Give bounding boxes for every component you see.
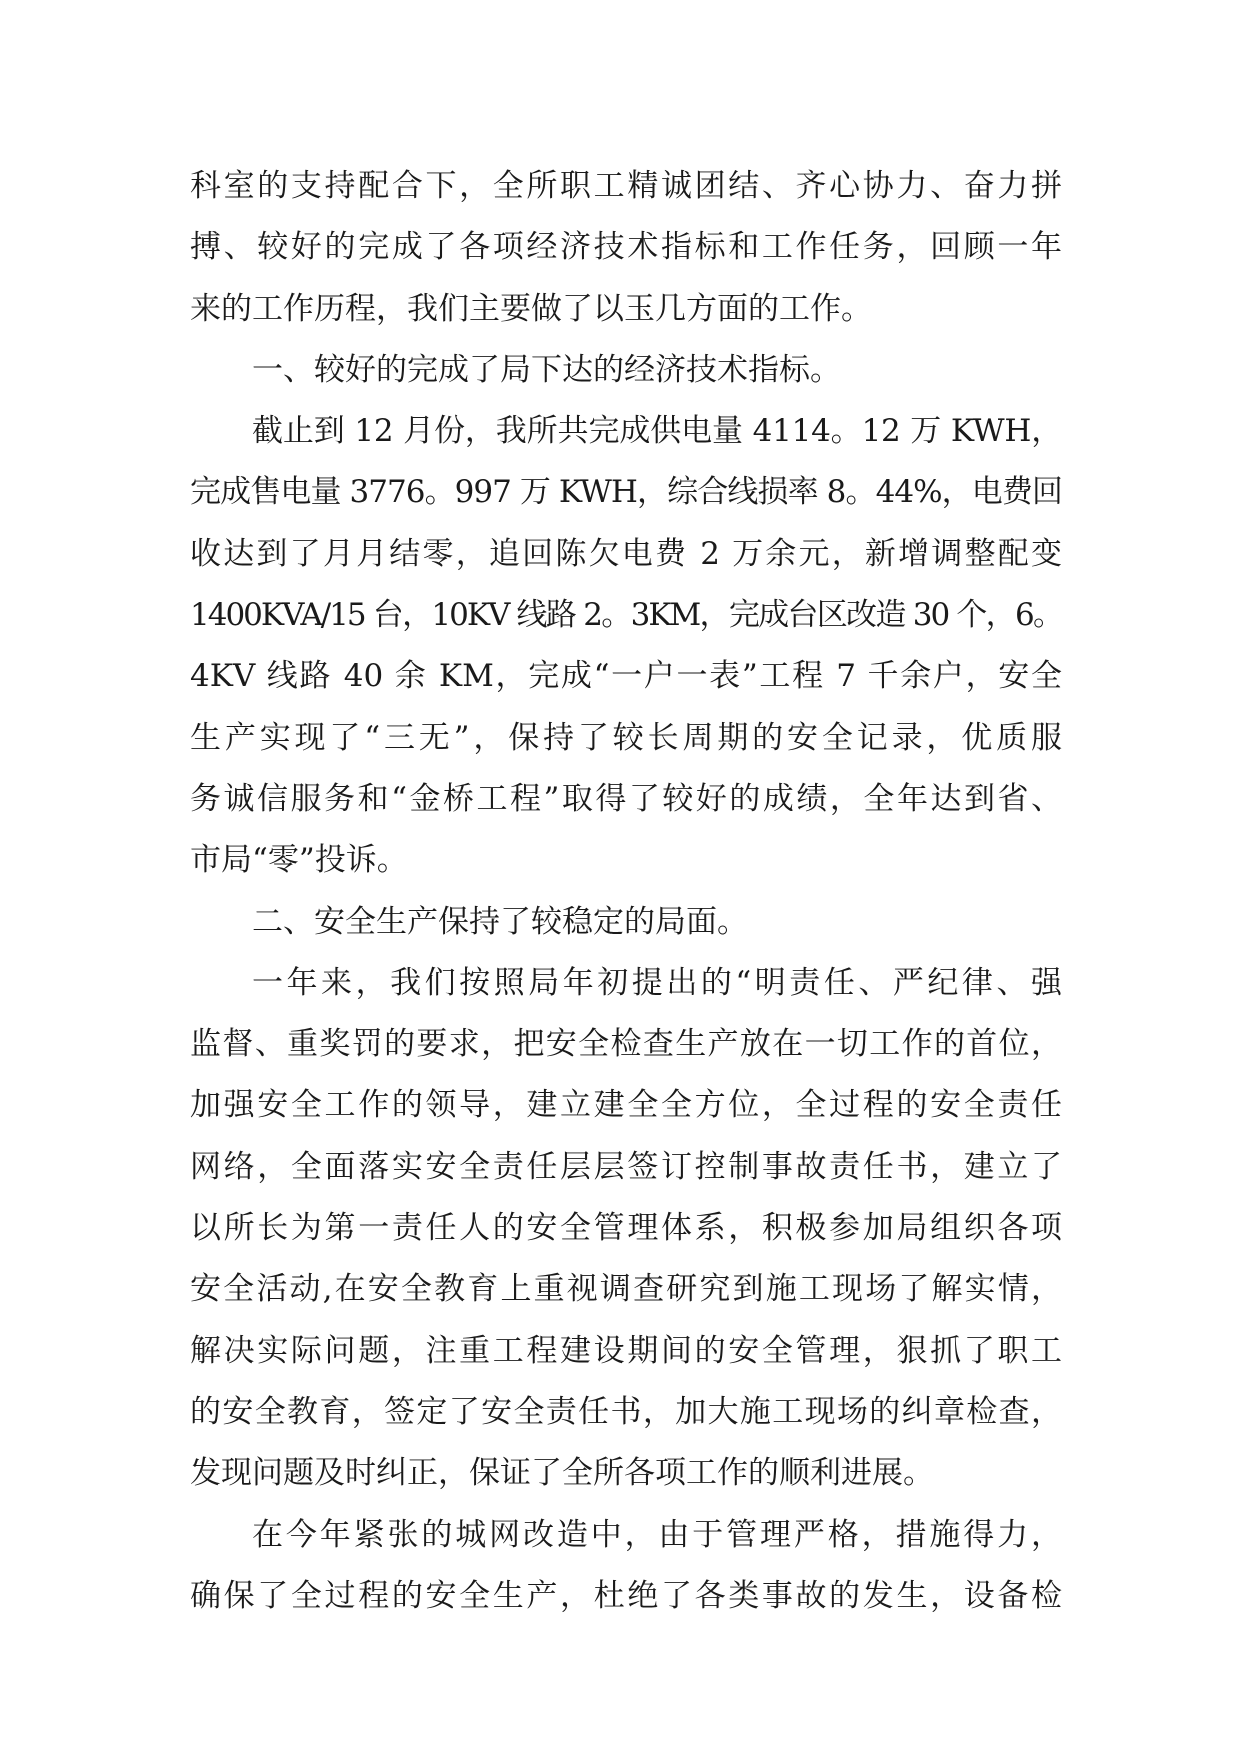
- text-line: 4KV 线路 40 余 KM，完成“一户一表”工程 7 千余户，安全: [190, 658, 1062, 695]
- text-line: 完成售电量 3776。997 万 KWH，综合线损率 8。44%，电费回: [190, 474, 1062, 511]
- text-line: 以所长为第一责任人的安全管理体系，积极参加局组织各项: [190, 1210, 1062, 1247]
- text-line: 收达到了月月结零，追回陈欠电费 2 万余元，新增调整配变: [190, 535, 1062, 572]
- text-line: 市局“零”投诉。: [190, 842, 408, 879]
- text-line: 发现问题及时纠正，保证了全所各项工作的顺利进展。: [190, 1455, 934, 1492]
- text-line: 的安全教育，签定了安全责任书，加大施工现场的纠章检查，: [190, 1393, 1062, 1430]
- text-line: 科室的支持配合下，全所职工精诚团结、齐心协力、奋力拼: [190, 168, 1062, 204]
- text-line: 务诚信服务和“金桥工程”取得了较好的成绩，全年达到省、: [190, 780, 1062, 817]
- text-line: 网络，全面落实安全责任层层签订控制事故责任书，建立了: [190, 1148, 1062, 1185]
- text-line: 生产实现了“三无”，保持了较长周期的安全记录，优质服: [190, 719, 1062, 756]
- text-line: 确保了全过程的安全生产，杜绝了各类事故的发生，设备检: [190, 1577, 1062, 1614]
- text-line: 在今年紧张的城网改造中，由于管理严格，措施得力，: [252, 1516, 1062, 1553]
- text-line: 二、安全生产保持了较稳定的局面。: [252, 903, 748, 940]
- text-line: 解决实际问题，注重工程建设期间的安全管理，狠抓了职工: [190, 1332, 1062, 1369]
- text-line: 搏、较好的完成了各项经济技术指标和工作任务，回顾一年: [190, 229, 1062, 266]
- text-line: 加强安全工作的领导，建立建全全方位，全过程的安全责任: [190, 1087, 1062, 1124]
- text-line: 截止到 12 月份，我所共完成供电量 4114。12 万 KWH，: [252, 413, 1062, 450]
- text-line: 一年来，我们按照局年初提出的“明责任、严纪律、强: [252, 964, 1062, 1001]
- text-line: 安全活动,在安全教育上重视调查研究到施工现场了解实情，: [190, 1271, 1062, 1308]
- text-line: 来的工作历程，我们主要做了以玉几方面的工作。: [190, 290, 872, 327]
- text-line: 一、较好的完成了局下达的经济技术指标。: [252, 351, 841, 388]
- text-line: 监督、重奖罚的要求，把安全检查生产放在一切工作的首位，: [190, 1026, 1062, 1063]
- document-body: [190, 156, 1062, 1627]
- text-line: 1400KVA/15 台，10KV 线路 2。3KM，完成台区改造 30 个，6。: [190, 597, 1062, 634]
